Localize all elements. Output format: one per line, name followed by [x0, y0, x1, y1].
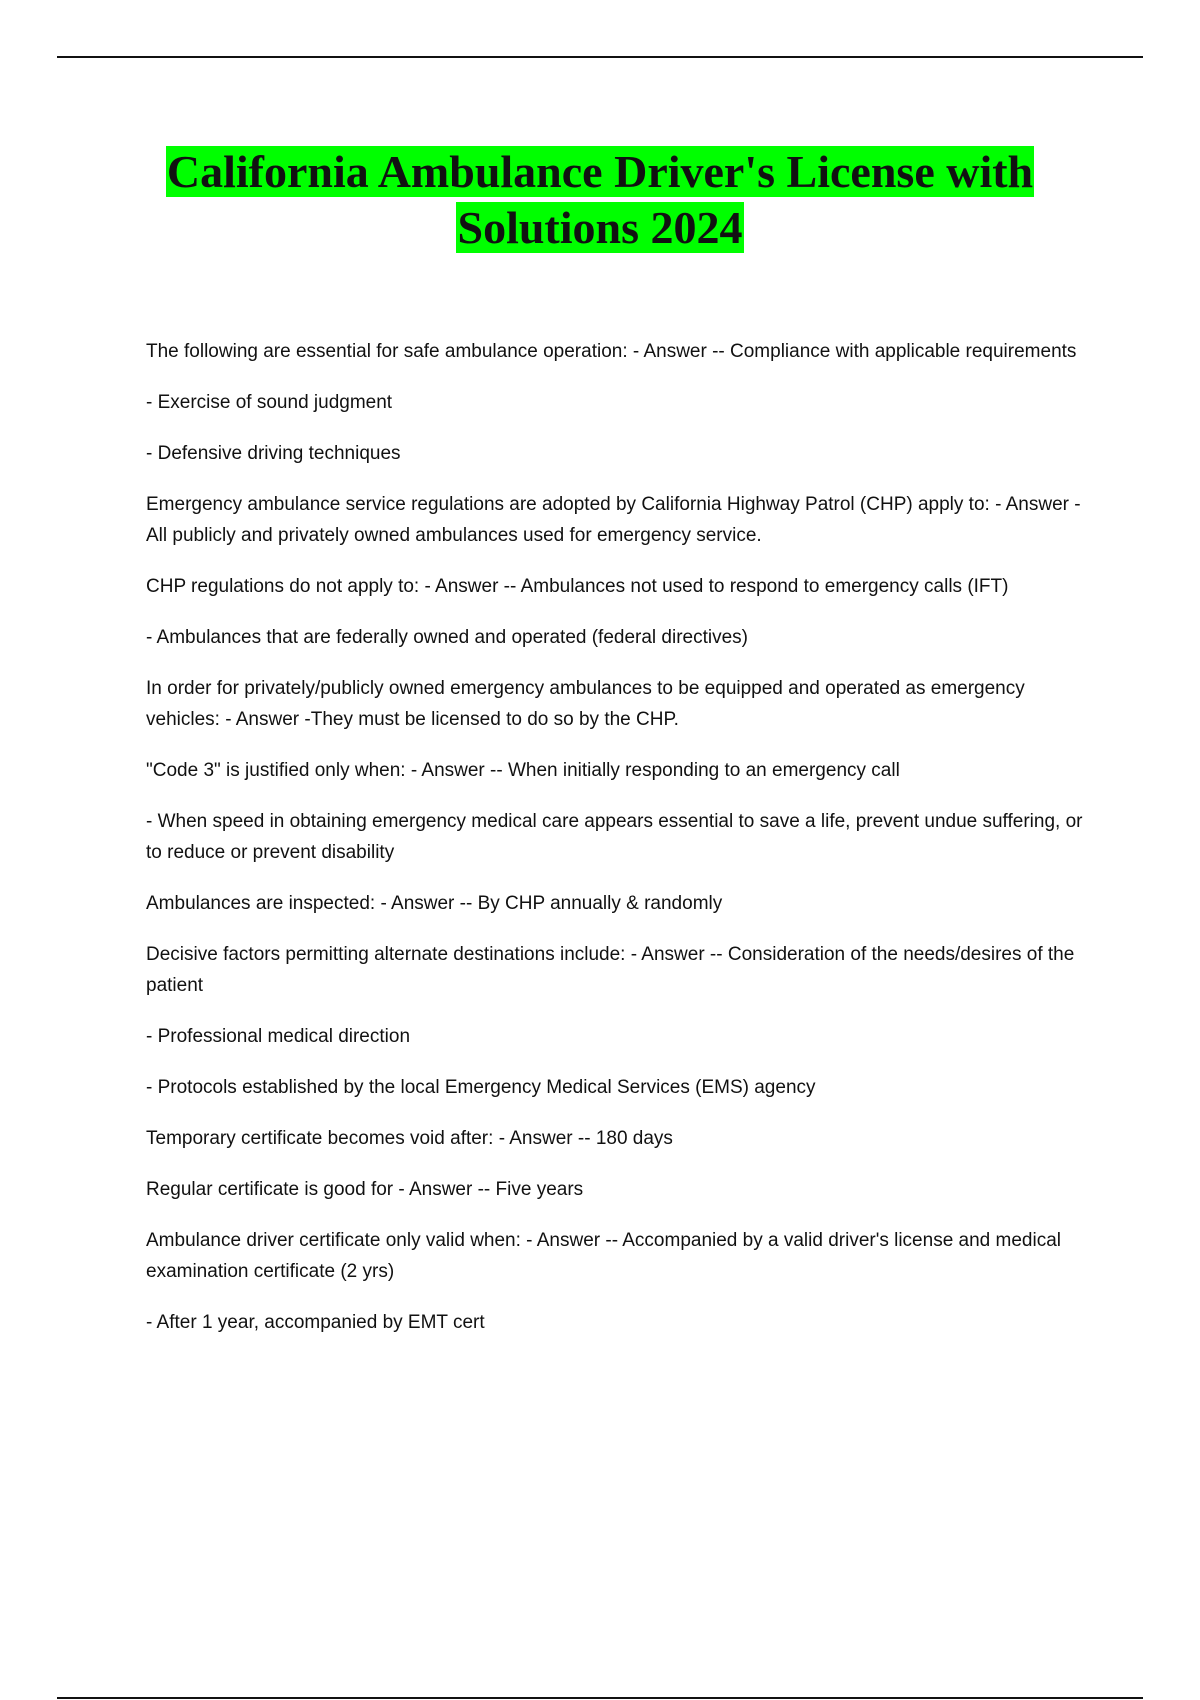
header-rule [57, 56, 1143, 58]
paragraph: Temporary certificate becomes void after: - Answer -- 180 days [146, 1128, 673, 1149]
title-line-1: California Ambulance Driver's License with [166, 146, 1034, 197]
paragraph: - When speed in obtaining emergency medical care appears essential to save a life, prevent undue suffering, or to reduce or prevent disability [146, 811, 1083, 863]
title-block [60, 144, 1140, 256]
paragraph: The following are essential for safe ambulance operation: - Answer -- Compliance with applicable requirements [146, 341, 1077, 362]
page-title [60, 144, 1140, 256]
paragraph: - Defensive driving techniques [146, 443, 401, 464]
paragraph: - Ambulances that are federally owned and operated (federal directives) [146, 627, 749, 648]
paragraph: - After 1 year, accompanied by EMT cert [146, 1312, 485, 1333]
paragraph: In order for privately/publicly owned emergency ambulances to be equipped and operated as emergency vehicles: - Answer -They must be licensed to do so by the CHP. [146, 678, 1025, 730]
paragraph: "Code 3" is justified only when: - Answer -- When initially responding to an emergency call [146, 760, 900, 781]
paragraph: Ambulances are inspected: - Answer -- By CHP annually & randomly [146, 893, 723, 914]
paragraph: - Exercise of sound judgment [146, 392, 393, 413]
paragraph: CHP regulations do not apply to: - Answer -- Ambulances not used to respond to emergency calls (IFT) [146, 576, 1009, 597]
title-line-2: Solutions 2024 [457, 202, 743, 253]
paragraph: Ambulance driver certificate only valid when: - Answer -- Accompanied by a valid driver's license and medical examination certificate (2 yrs) [146, 1230, 1061, 1282]
paragraph: Regular certificate is good for - Answer -- Five years [146, 1179, 584, 1200]
footer-rule [57, 1697, 1143, 1699]
paragraph: Decisive factors permitting alternate destinations include: - Answer -- Consideration of the needs/desires of the patient [146, 944, 1075, 996]
paragraph: - Professional medical direction [146, 1026, 411, 1047]
document-body [146, 336, 1096, 1358]
paragraph: Emergency ambulance service regulations are adopted by California Highway Patrol (CHP) apply to: - Answer -All publicly and privately owned ambulances used for emergency service. [146, 494, 1081, 546]
paragraph: - Protocols established by the local Emergency Medical Services (EMS) agency [146, 1077, 816, 1098]
